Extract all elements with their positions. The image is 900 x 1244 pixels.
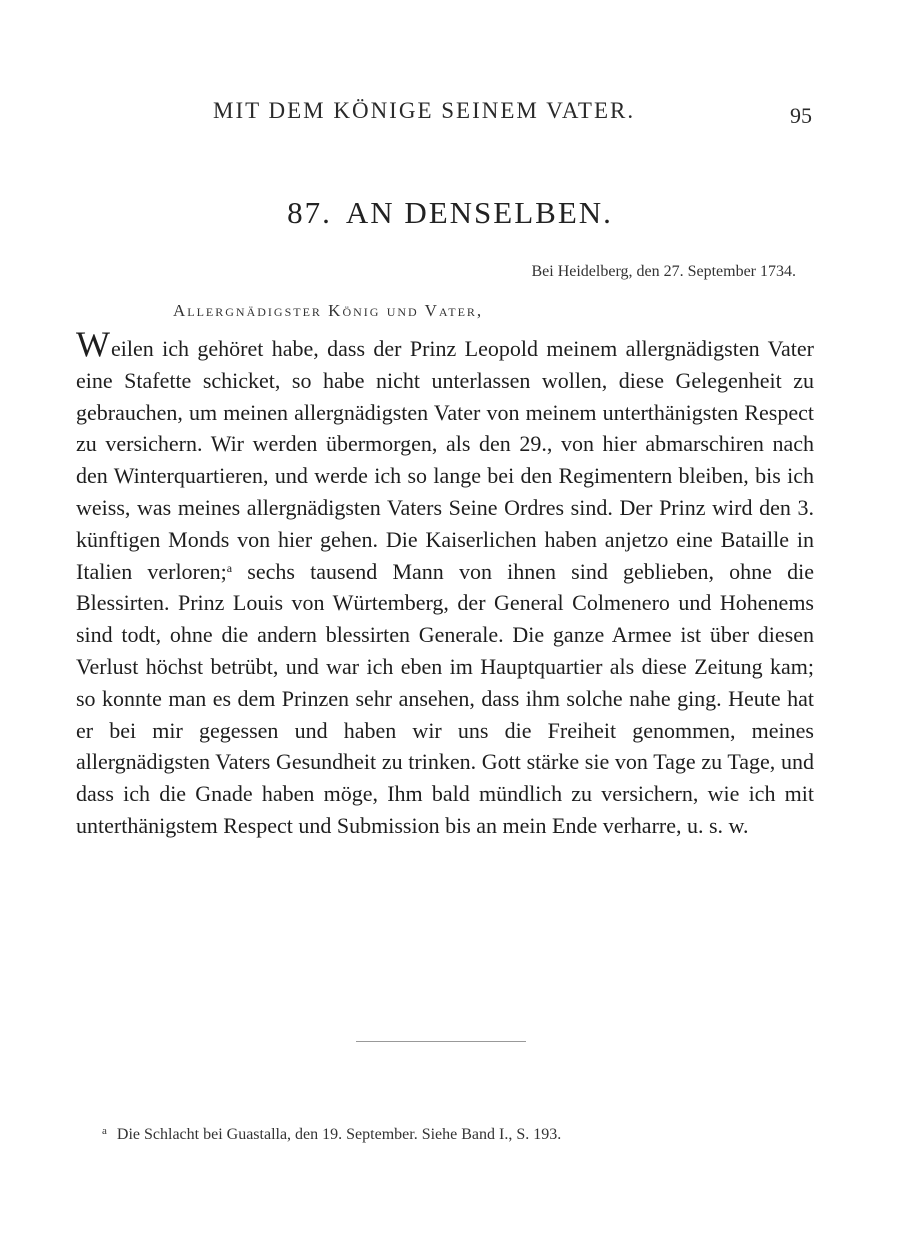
end-rule [356, 1041, 526, 1042]
letter-number: 87. [287, 195, 332, 230]
drop-cap: W [76, 324, 111, 364]
body-text-part-2: sechs tausend Mann von ihnen sind geblieben, ohne die Blessirten. Prinz Louis von Würtemberg, der General Colmenero und Hohenems sind todt, ohne die andern blessirten Generale. Die ganze Armee ist über diesen Verlust höchst betrübt, und war ich eben im Hauptquartier als diese Zeitung kam; so konnte man es dem Prinzen sehr ansehen, dass ihm solche nahe ging. Heute hat er bei mir gegessen und haben wir uns die Freiheit genommen, meines allergnädigsten Vaters Gesundheit zu trinken. Gott stärke sie von Tage zu Tage, und dass ich die Gnade haben möge, Ihm bald mündlich zu versichern, wie ich mit unterthänigstem Respect und Submission bis an mein Ende verharre, u. s. w. [76, 558, 814, 838]
salutation: Allergnädigster König und Vater, [173, 301, 484, 320]
letter-body [76, 324, 814, 842]
footnote [102, 1125, 561, 1144]
dateline: Bei Heidelberg, den 27. September 1734. [531, 263, 796, 280]
letter-heading [0, 195, 900, 231]
running-head [0, 98, 900, 130]
footnote-reference: a [226, 560, 233, 575]
footnote-text: Die Schlacht bei Guastalla, den 19. September. Siehe Band I., S. 193. [116, 1126, 562, 1143]
body-text-part-1: eilen ich gehöret habe, dass der Prinz Leopold meinem allergnädigsten Vater eine Stafette schicket, so habe nicht unterlassen wollen, diese Gelegenheit zu gebrauchen, um meinen allergnädigsten Vater von meinem unterthänigsten Respect zu versichern. Wir werden übermorgen, als den 29., von hier abmarschiren nach den Winterquartieren, und werde ich so lange bei den Regimentern bleiben, bis ich weiss, was meines allergnädigsten Vaters Seine Ordres sind. Der Prinz wird den 3. künftigen Monds von hier gehen. Die Kaiserlichen haben anjetzo eine Bataille in Italien verloren; [76, 336, 814, 584]
footnote-mark: a [102, 1125, 107, 1137]
page-number: 95 [790, 103, 812, 128]
running-title: MIT DEM KÖNIGE SEINEM VATER. [213, 98, 636, 123]
letter-title: AN DENSELBEN. [345, 195, 613, 230]
